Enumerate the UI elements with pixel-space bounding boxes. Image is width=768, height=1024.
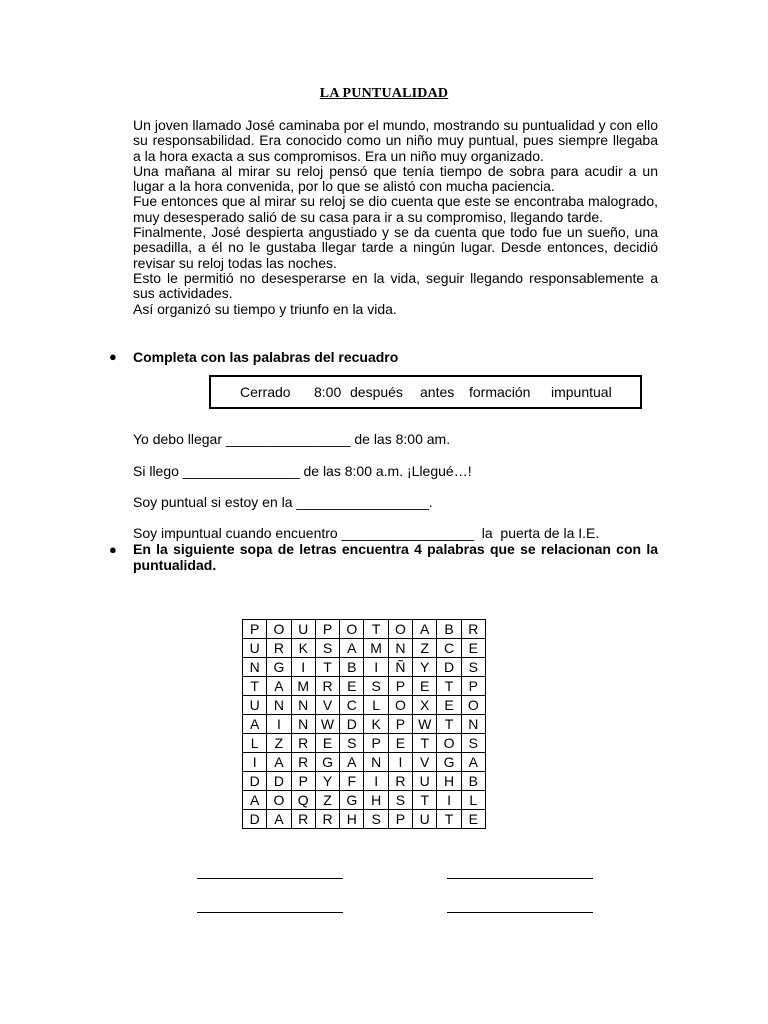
grid-cell: R: [388, 772, 412, 791]
grid-cell: T: [437, 715, 461, 734]
grid-cell: D: [340, 715, 364, 734]
grid-cell: G: [437, 753, 461, 772]
word-bank-word: después: [350, 384, 403, 400]
grid-cell: A: [267, 753, 291, 772]
grid-cell: U: [413, 810, 437, 829]
grid-cell: P: [461, 677, 485, 696]
grid-cell: G: [340, 791, 364, 810]
grid-cell: R: [315, 810, 339, 829]
grid-cell: A: [340, 753, 364, 772]
grid-cell: E: [388, 734, 412, 753]
grid-cell: D: [243, 772, 267, 791]
grid-cell: P: [291, 772, 315, 791]
story-paragraph: Finalmente, José despierta angustiado y se da cuenta que todo fue un sueño, una pesadilla, a él no le gustaba llegar tarde a ningún lugar. Desde entonces, decidió revisar su reloj todas las noches.: [133, 224, 658, 271]
grid-cell: E: [315, 734, 339, 753]
grid-cell: O: [267, 620, 291, 639]
grid-cell: L: [364, 696, 388, 715]
answer-line: [197, 878, 343, 879]
grid-cell: A: [267, 677, 291, 696]
grid-cell: X: [413, 696, 437, 715]
answer-line: [447, 878, 593, 879]
grid-cell: E: [413, 677, 437, 696]
grid-cell: I: [243, 753, 267, 772]
grid-cell: I: [267, 715, 291, 734]
exercise2-instruction: En la siguiente sopa de letras encuentra 4 palabras que se relacionan con la puntualidad.: [133, 541, 658, 573]
grid-cell: N: [291, 715, 315, 734]
grid-cell: H: [340, 810, 364, 829]
fill-in-sentence: Soy impuntual cuando encuentro _________________ la puerta de la I.E.: [133, 525, 600, 541]
bullet-icon: ●: [109, 542, 117, 557]
grid-cell: I: [291, 658, 315, 677]
grid-cell: D: [437, 658, 461, 677]
grid-cell: C: [340, 696, 364, 715]
grid-cell: B: [437, 620, 461, 639]
grid-cell: V: [413, 753, 437, 772]
word-bank-word: antes: [420, 384, 455, 400]
grid-cell: I: [364, 658, 388, 677]
grid-cell: E: [461, 810, 485, 829]
word-bank-word: 8:00: [314, 384, 342, 400]
grid-row: [243, 639, 486, 658]
grid-cell: E: [461, 639, 485, 658]
grid-cell: Q: [291, 791, 315, 810]
answer-line: [197, 912, 343, 913]
grid-cell: A: [340, 639, 364, 658]
grid-row: [243, 810, 486, 829]
grid-cell: V: [315, 696, 339, 715]
word-bank-word: formación: [469, 384, 531, 400]
grid-cell: O: [388, 620, 412, 639]
story-paragraph: Así organizó su tiempo y triunfo en la vida.: [133, 300, 397, 317]
grid-cell: N: [291, 696, 315, 715]
grid-cell: E: [437, 696, 461, 715]
grid-cell: N: [267, 696, 291, 715]
grid-cell: U: [291, 620, 315, 639]
story-paragraph: Una mañana al mirar su reloj pensó que tenía tiempo de sobra para acudir a un lugar a la hora convenida, por lo que se alistó con mucha paciencia.: [133, 162, 658, 195]
grid-cell: A: [413, 620, 437, 639]
grid-cell: D: [243, 810, 267, 829]
grid-cell: W: [315, 715, 339, 734]
answer-line: [447, 912, 593, 913]
grid-cell: T: [315, 658, 339, 677]
grid-cell: P: [388, 810, 412, 829]
grid-cell: N: [388, 639, 412, 658]
grid-cell: N: [243, 658, 267, 677]
grid-cell: K: [291, 639, 315, 658]
grid-cell: O: [461, 696, 485, 715]
grid-cell: A: [461, 753, 485, 772]
grid-cell: S: [388, 791, 412, 810]
grid-cell: H: [437, 772, 461, 791]
grid-cell: R: [267, 639, 291, 658]
word-bank-word: Cerrado: [240, 384, 291, 400]
grid-cell: T: [364, 620, 388, 639]
grid-cell: R: [291, 810, 315, 829]
grid-cell: P: [364, 734, 388, 753]
grid-cell: G: [267, 658, 291, 677]
grid-row: [243, 677, 486, 696]
grid-cell: L: [461, 791, 485, 810]
grid-cell: G: [315, 753, 339, 772]
grid-cell: F: [340, 772, 364, 791]
grid-row: [243, 715, 486, 734]
grid-cell: I: [437, 791, 461, 810]
story-paragraph: Esto le permitió no desesperarse en la vida, seguir llegando responsablemente a sus actividades.: [133, 269, 658, 302]
grid-cell: U: [243, 639, 267, 658]
grid-cell: W: [413, 715, 437, 734]
grid-cell: P: [243, 620, 267, 639]
grid-cell: O: [340, 620, 364, 639]
grid-cell: E: [340, 677, 364, 696]
grid-cell: T: [243, 677, 267, 696]
grid-cell: B: [461, 772, 485, 791]
grid-cell: O: [437, 734, 461, 753]
story-text: [133, 118, 658, 317]
grid-cell: Ñ: [388, 658, 412, 677]
grid-row: [243, 620, 486, 639]
grid-cell: T: [413, 734, 437, 753]
grid-cell: O: [267, 791, 291, 810]
grid-row: [243, 696, 486, 715]
grid-cell: S: [340, 734, 364, 753]
grid-row: [243, 772, 486, 791]
grid-cell: I: [388, 753, 412, 772]
grid-cell: Y: [413, 658, 437, 677]
grid-cell: O: [388, 696, 412, 715]
grid-cell: U: [243, 696, 267, 715]
grid-cell: Z: [315, 791, 339, 810]
grid-cell: T: [413, 791, 437, 810]
grid-cell: A: [267, 810, 291, 829]
grid-cell: M: [291, 677, 315, 696]
grid-cell: Z: [267, 734, 291, 753]
grid-cell: R: [291, 753, 315, 772]
grid-cell: D: [267, 772, 291, 791]
grid-cell: N: [461, 715, 485, 734]
grid-cell: Z: [413, 639, 437, 658]
grid-cell: P: [388, 715, 412, 734]
grid-cell: I: [364, 772, 388, 791]
fill-in-sentence: Yo debo llegar ________________ de las 8:00 am.: [133, 431, 451, 447]
grid-cell: S: [364, 810, 388, 829]
grid-cell: H: [364, 791, 388, 810]
story-paragraph: Fue entonces que al mirar su reloj se dio cuenta que este se encontraba malogrado, muy desesperado salió de su casa para ir a su compromiso, llegando tarde.: [133, 193, 658, 225]
grid-cell: A: [243, 791, 267, 810]
grid-cell: R: [315, 677, 339, 696]
grid-cell: R: [291, 734, 315, 753]
grid-cell: N: [364, 753, 388, 772]
grid-cell: Y: [315, 772, 339, 791]
word-search-grid: [242, 619, 486, 829]
fill-in-sentence: Soy puntual si estoy en la _________________.: [133, 494, 433, 510]
grid-cell: S: [461, 734, 485, 753]
grid-cell: U: [413, 772, 437, 791]
word-bank-box: [209, 375, 642, 409]
story-paragraph: Un joven llamado José caminaba por el mundo, mostrando su puntualidad y con ello su responsabilidad. Era conocido como un niño muy puntual, pues siempre llegaba a la hora exacta a sus compromisos. Era un niño muy organizado.: [133, 117, 658, 164]
grid-cell: C: [437, 639, 461, 658]
grid-cell: S: [315, 639, 339, 658]
bullet-icon: ●: [109, 349, 117, 364]
grid-row: [243, 734, 486, 753]
grid-cell: M: [364, 639, 388, 658]
fill-in-sentence: Si llego _______________ de las 8:00 a.m. ¡Llegué…!: [133, 463, 472, 479]
exercise1-instruction: Completa con las palabras del recuadro: [133, 349, 399, 365]
grid-cell: S: [461, 658, 485, 677]
grid-cell: L: [243, 734, 267, 753]
page-title: LA PUNTUALIDAD: [319, 86, 449, 101]
word-bank-word: impuntual: [551, 384, 612, 400]
grid-cell: P: [315, 620, 339, 639]
grid-cell: K: [364, 715, 388, 734]
grid-cell: B: [340, 658, 364, 677]
grid-row: [243, 753, 486, 772]
grid-cell: T: [437, 677, 461, 696]
grid-row: [243, 658, 486, 677]
grid-cell: A: [243, 715, 267, 734]
grid-cell: S: [364, 677, 388, 696]
grid-cell: T: [437, 810, 461, 829]
grid-cell: P: [388, 677, 412, 696]
grid-row: [243, 791, 486, 810]
grid-cell: R: [461, 620, 485, 639]
